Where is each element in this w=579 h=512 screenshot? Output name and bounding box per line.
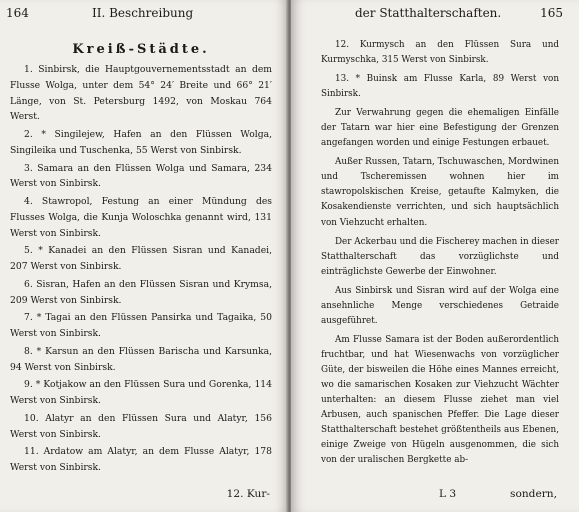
town-entry: 9. * Kotjakow an den Flüssen Sura und Gorenka, 114 Werst von Sinbirsk. xyxy=(10,379,272,406)
section-heading: Kreiß-Städte. xyxy=(72,42,210,57)
right-page xyxy=(291,0,579,512)
catchword-right: sondern, xyxy=(510,488,557,500)
town-entry: 5. * Kanadei an den Flüssen Sisran und Kanadei, 207 Werst von Sinbirsk. xyxy=(10,245,272,272)
left-page xyxy=(0,0,288,512)
body-paragraph: Außer Russen, Tatarn, Tschuwaschen, Mordwinen und Tscheremissen wohnen hier im stawropolskischen Kreise, getaufte Kalmyken, die Kosakendienste verrichten, und sich hauptsächlich von Viehzucht erhalten. xyxy=(321,157,559,228)
town-entry: 3. Samara an den Flüssen Wolga und Samara, 234 Werst von Sinbirsk. xyxy=(10,162,272,190)
town-entry: 12. Kurmysch an den Flüssen Sura und Kurmyschka, 315 Werst von Sinbirsk. xyxy=(321,40,559,66)
right-page-text xyxy=(321,38,559,472)
body-paragraph: Aus Sinbirsk und Sisran wird auf der Wolga eine ansehnliche Menge verschiedenes Getraide ausgeführet. xyxy=(321,285,559,326)
town-entry: 1. Sinbirsk, die Hauptgouvernementsstadt an dem Flusse Wolga, unter dem 54° 24′ Breite und 66° 21′ Länge, von St. Petersburg 1492, von Moskau 764 Werst. xyxy=(10,64,272,123)
body-paragraph: Der Ackerbau und die Fischerey machen in dieser Statthalterschaft das vorzüglichste und einträglichste Gewerbe der Einwohner. xyxy=(321,236,559,277)
body-paragraph: Am Flusse Samara ist der Boden außerordentlich fruchtbar, und hat Wiesenwachs von vorzüglicher Güte, der bisweilen die Höhe eines Mannes erreicht, wo die samarischen Kosaken zur Viehzucht Wächter unterhalten: an diesem Flusse ziehet man viel Arbusen, auch spanischen Pfeffer. Die Lage dieser Statthalterschaft bestehet größtentheils aus Ebenen, einige Zweige von Hügeln ausgenommen, die sich von der uralischen Bergkette ab- xyxy=(321,334,559,466)
town-entry: 4. Stawropol, Festung an einer Mündung des Flusses Wolga, die Kunja Woloschka genannt wird, 131 Werst von Sinbirsk. xyxy=(10,196,272,239)
page-number-right: 165 xyxy=(540,6,563,20)
town-entry: 10. Alatyr an den Flüssen Sura und Alatyr, 156 Werst von Sinbirsk. xyxy=(10,412,272,440)
page-number-left: 164 xyxy=(6,6,29,20)
catchword-left: 12. Kur- xyxy=(226,488,270,500)
town-entry: 7. * Tagai an den Flüssen Pansirka und Tagaika, 50 Werst von Sinbirsk. xyxy=(10,312,272,339)
town-entry: 8. * Karsun an den Flüssen Barischa und Karsunka, 94 Werst von Sinbirsk. xyxy=(10,345,272,373)
town-entry: 13. * Buinsk am Flusse Karla, 89 Werst von Sinbirsk. xyxy=(321,74,559,100)
signature-mark: L 3 xyxy=(439,488,457,500)
town-entry: 11. Ardatow am Alatyr, an dem Flusse Alatyr, 178 Werst von Sinbirsk. xyxy=(10,446,272,473)
running-title-right: der Statthalterschaften. xyxy=(355,6,502,20)
body-paragraph: Zur Verwahrung gegen die ehemaligen Einfälle der Tatarn war hier eine Befestigung der Grenzen angefangen worden und einige Festungen erbauet. xyxy=(321,108,559,149)
town-entry: 2. * Singilejew, Hafen an den Flüssen Wolga, Singileika und Tuschenka, 55 Werst von Sinbirsk. xyxy=(10,129,272,156)
town-entry: 6. Sisran, Hafen an den Flüssen Sisran und Krymsa, 209 Werst von Sinbirsk. xyxy=(10,278,272,306)
running-title-left: II. Beschreibung xyxy=(92,6,194,20)
left-page-text xyxy=(10,40,272,478)
